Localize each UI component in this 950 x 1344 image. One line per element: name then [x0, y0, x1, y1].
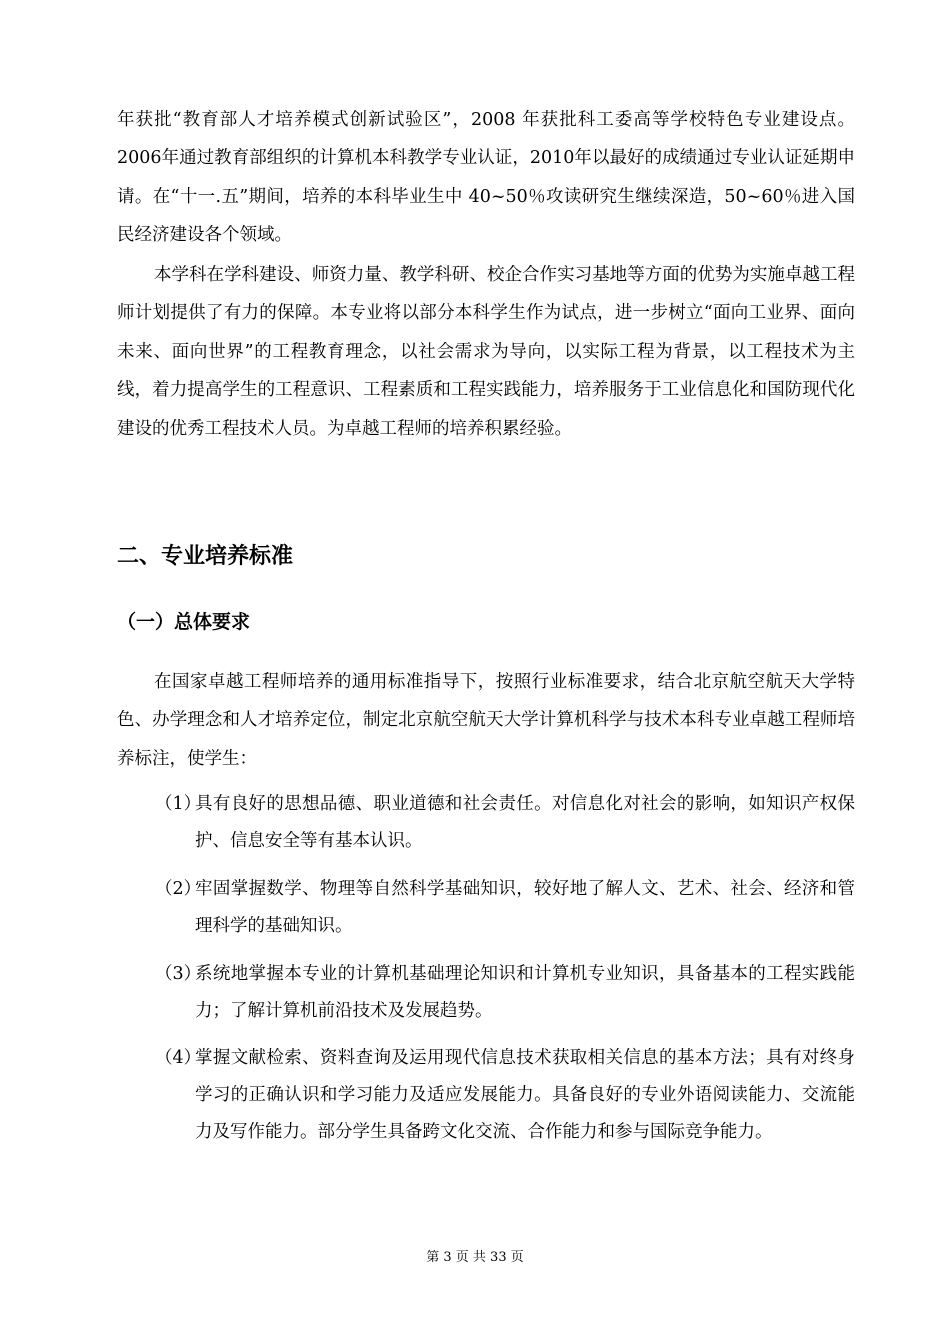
page-footer: 第 3 页 共 33 页: [426, 1250, 524, 1265]
requirement-item-4: [155, 1040, 855, 1151]
intro-paragraph-2: 本学科在学科建设、师资力量、教学科研、校企合作实习基地等方面的优势为实施卓越工程师计划提供了有力的保障。本专业将以部分本科学生作为试点，进一步树立“面向工业界、面向未来、面向世界”的工程教育理念，以社会需求为导向，以实际工程为背景，以工程技术为主线，着力提高学生的工程意识、工程素质和工程实践能力，培养服务于工业信息化和国防现代化建设的优秀工程技术人员。为卓越工程师的培养积累经验。: [117, 265, 855, 439]
section-heading: 二、专业培养标准: [117, 544, 294, 569]
requirement-item-2: [155, 871, 855, 945]
requirement-text: 牢固掌握数学、物理等自然科学基础知识，较好地了解人文、艺术、社会、经济和管理科学的基础知识。: [195, 879, 855, 936]
requirement-text: 具有良好的思想品德、职业道德和社会责任。对信息化对社会的影响，如知识产权保护、信息安全等有基本认识。: [195, 794, 855, 851]
intro-paragraph-1: 年获批“教育部人才培养模式创新试验区”，2008 年获批科工委高等学校特色专业建设点。2006年通过教育部组织的计算机本科教学专业认证，2010年以最好的成绩通过专业认证延期申请。在“十一.五”期间，培养的本科毕业生中 40~50％攻读研究生继续深造，50~60％进入国民经济建设各个领域。: [117, 110, 855, 246]
requirement-number: （1）: [155, 794, 202, 814]
requirement-item-3: [155, 956, 855, 1030]
requirement-item-1: [155, 786, 855, 860]
requirement-number: （2）: [155, 879, 202, 899]
requirements-intro: 在国家卓越工程师培养的通用标准指导下，按照行业标准要求，结合北京航空航天大学特色、办学理念和人才培养定位，制定北京航空航天大学计算机科学与技术本科专业卓越工程师培养标注，使学生：: [117, 672, 855, 769]
subsection-heading: （一）总体要求: [117, 611, 251, 633]
requirement-text: 掌握文献检索、资料查询及运用现代信息技术获取相关信息的基本方法；具有对终身学习的正确认识和学习能力及适应发展能力。具备良好的专业外语阅读能力、交流能力及写作能力。部分学生具备跨文化交流、合作能力和参与国际竞争能力。: [195, 1048, 855, 1142]
requirement-text: 系统地掌握本专业的计算机基础理论知识和计算机专业知识，具备基本的工程实践能力；了解计算机前沿技术及发展趋势。: [195, 964, 855, 1021]
requirement-number: （3）: [155, 964, 202, 984]
requirement-number: （4）: [155, 1048, 202, 1068]
